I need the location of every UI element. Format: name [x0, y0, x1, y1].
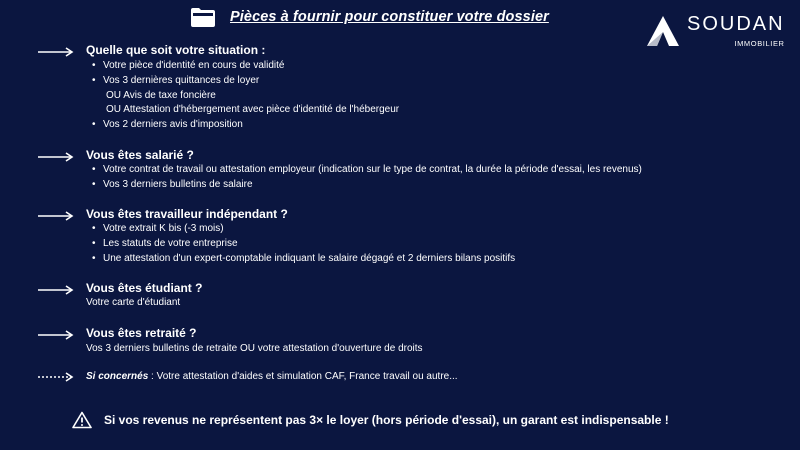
list-item: • Une attestation d'un expert-comptable indiquant le salaire dégagé et 2 derniers bilans positifs [92, 252, 515, 267]
logo-mark-icon [645, 12, 681, 48]
section-heading: Vous êtes travailleur indépendant ? [86, 207, 288, 221]
dotted-arrow-right-icon [38, 371, 74, 383]
arrow-right-icon [38, 46, 74, 58]
section-heading: Quelle que soit votre situation : [86, 43, 266, 57]
arrow-right-icon [38, 329, 74, 341]
warning-banner [72, 411, 669, 429]
document-list [92, 222, 515, 266]
arrow-right-icon [38, 284, 74, 296]
section-text: Votre carte d'étudiant [86, 297, 181, 308]
arrow-right-icon [38, 151, 74, 163]
concern-text [86, 371, 458, 382]
section-heading: Vous êtes étudiant ? [86, 281, 203, 295]
header [190, 6, 549, 28]
logo-name: SOUDAN [687, 12, 785, 35]
list-item: OU Avis de taxe foncière [106, 89, 216, 101]
section-heading: Vous êtes retraité ? [86, 326, 197, 340]
arrow-right-icon [38, 210, 74, 222]
section-heading: Vous êtes salarié ? [86, 148, 194, 162]
document-list [92, 163, 642, 193]
section-text: Vos 3 derniers bulletins de retraite OU votre attestation d'ouverture de droits [86, 343, 423, 354]
brand-logo [645, 12, 785, 48]
concern-label: Si concernés [86, 371, 149, 382]
page-title: Pièces à fournir pour constituer votre dossier [230, 9, 549, 25]
folder-icon [190, 6, 216, 28]
list-item: OU Attestation d'hébergement avec pièce d'identité de l'hébergeur [106, 104, 400, 116]
list-item: • Votre extrait K bis (-3 mois) [92, 222, 515, 237]
list-item: • Votre pièce d'identité en cours de validité [92, 59, 399, 74]
list-item: • Les statuts de votre entreprise [92, 237, 515, 252]
logo-subtitle: IMMOBILIER [734, 38, 785, 48]
list-item: • Vos 3 dernières quittances de loyer [92, 74, 399, 89]
document-list [92, 59, 399, 133]
warning-text: Si vos revenus ne représentent pas 3× le loyer (hors période d'essai), un garant est indispensable ! [104, 413, 669, 427]
concern-detail: : Votre attestation d'aides et simulation CAF, France travail ou autre... [148, 371, 458, 382]
warning-icon [72, 411, 92, 429]
list-item: • Votre contrat de travail ou attestation employeur (indication sur le type de contrat, la durée la période d'essai, les revenus) [92, 163, 642, 178]
list-item: • Vos 3 derniers bulletins de salaire [92, 178, 642, 193]
list-item: • Vos 2 derniers avis d'imposition [92, 118, 399, 133]
